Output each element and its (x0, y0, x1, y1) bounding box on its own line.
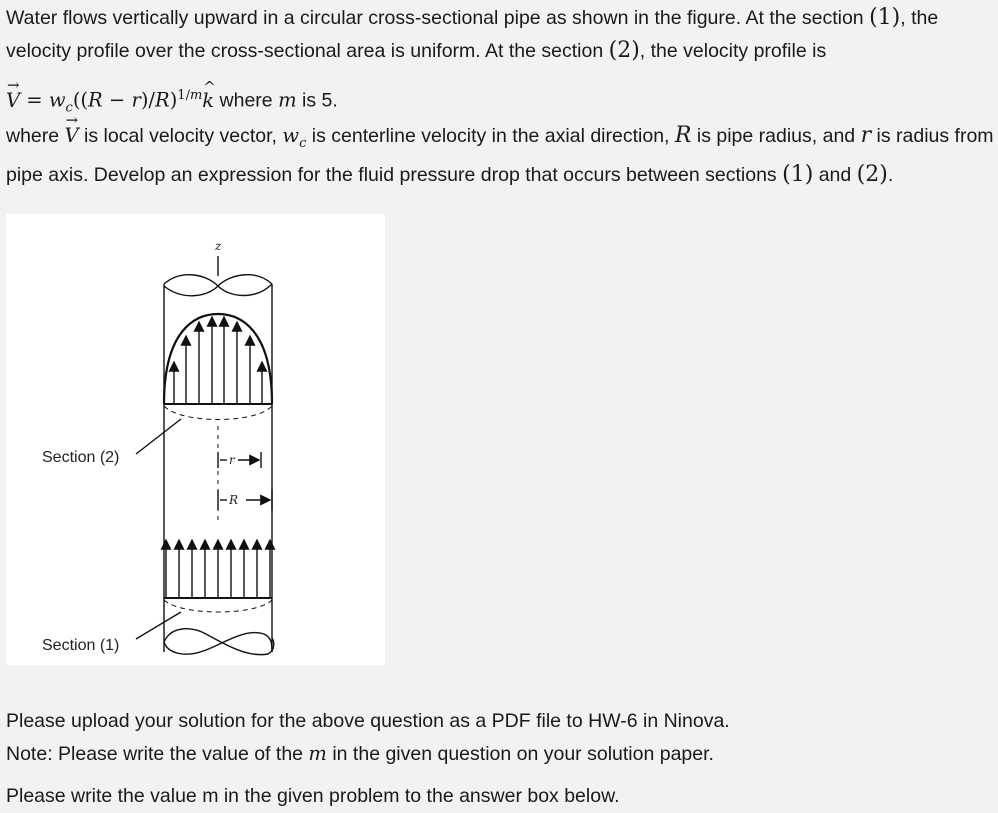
pipe-figure (6, 214, 385, 665)
question-text-intro: Water flows vertically upward in a circular cross-sectional pipe as shown in the figure. At the section (1), the velocity profile over the cross-sectional area is uniform. At the section (2), the velocity profile is (6, 5, 939, 63)
upload-instruction: Please upload your solution for the above question as a PDF file to HW-6 in Ninova. (6, 710, 730, 732)
section2-label: Section (2) (42, 449, 120, 466)
pipe-diagram (6, 214, 385, 665)
section2-leader (136, 419, 181, 454)
question-text-definitions: where → V is local velocity vector, $w_c$ is centerline velocity in the axial direction, R is pipe radius, and r is radius from pipe axis. Develop an expression for the fluid pressure drop that occurs between sections (1) and (2). (6, 120, 996, 192)
answer-prompt: Please write the value m in the given problem to the answer box below. (6, 785, 620, 807)
note-instruction: Note: Please write the value of the m in the given question on your solution paper. (6, 742, 714, 765)
section1-dashed-ellipse (164, 600, 272, 612)
section1-label: Section (1) (42, 637, 120, 654)
section1-leader (136, 612, 181, 639)
section2-dashed-ellipse (164, 406, 272, 420)
section2-velocity-profile (164, 314, 272, 404)
z-axis-label: z (215, 239, 222, 253)
r-label: r (229, 453, 235, 467)
R-label: R (229, 493, 239, 507)
velocity-profile-equation: → $V = w_c((R$ − $r)/R)^{1/m}\^{}$ k where m is 5. (6, 80, 996, 124)
